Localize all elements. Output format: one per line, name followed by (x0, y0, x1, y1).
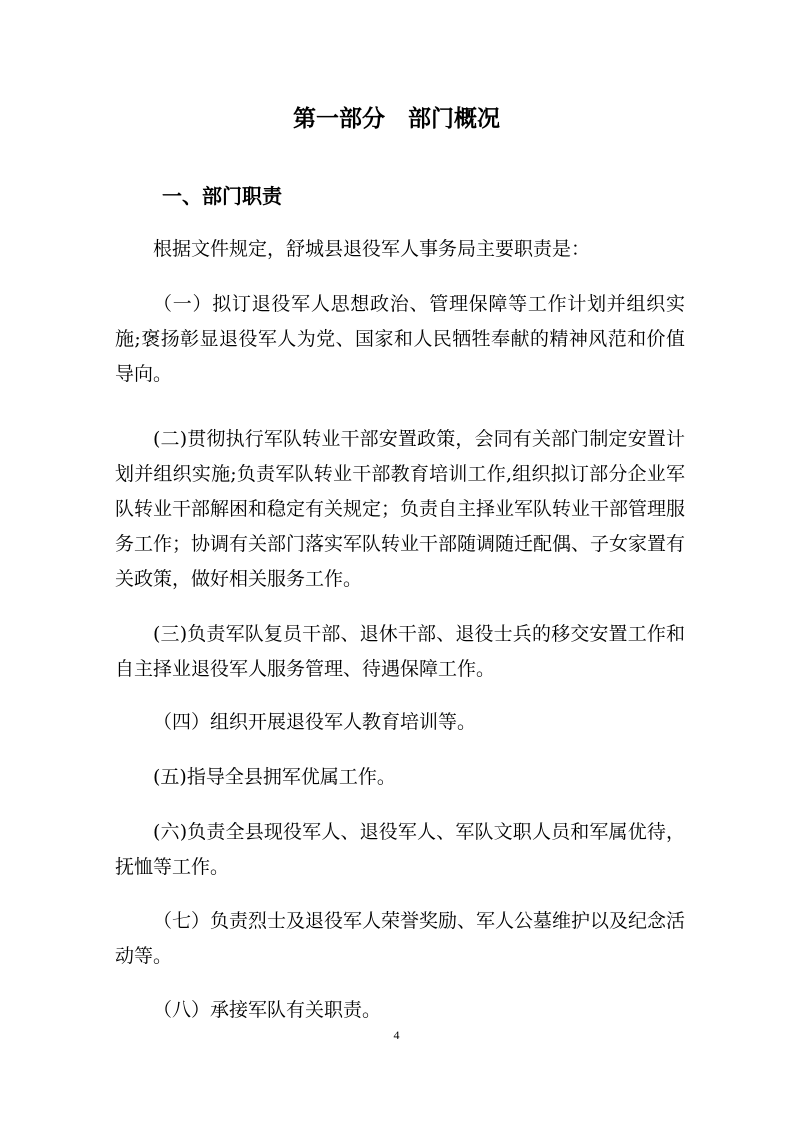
duty-paragraph-4: （四）组织开展退役军人教育培训等。 (153, 711, 477, 733)
duty-paragraph-5: (五)指导全县拥军优属工作。 (153, 766, 396, 788)
page-number: 4 (393, 1028, 400, 1042)
duty-paragraph-7: （七）负责烈士及退役军人荣誉奖励、军人公墓维护以及纪念活动等。 (115, 910, 686, 967)
section-heading: 一、部门职责 (162, 184, 282, 208)
page-title: 第一部分 部门概况 (293, 106, 500, 132)
intro-paragraph: 根据文件规定，舒城县退役军人事务局主要职责是： (153, 238, 591, 260)
duty-paragraph-6: (六)负责全县现役军人、退役军人、军队文职人员和军属优待，抚恤等工作。 (115, 821, 685, 878)
duty-paragraph-8: （八）承接军队有关职责。 (153, 999, 382, 1021)
duty-paragraph-2: (二)贯彻执行军队转业干部安置政策，会同有关部门制定安置计划并组织实施;负责军队转业干部教育培训工作,组织拟订部分企业军队转业干部解困和稳定有关规定；负责自主择业军队转业干部管理服务工作；协调有关部门落实军队转业干部随调随迁配偶、子女家置有关政策，做好相关服务工作。 (115, 428, 686, 590)
duty-paragraph-3: (三)负责军队复员干部、退休干部、退役士兵的移交安置工作和自主择业退役军人服务管理、待遇保障工作。 (115, 623, 685, 680)
duty-paragraph-1: （一）拟订退役军人思想政治、管理保障等工作计划并组织实施;褒扬彰显退役军人为党、国家和人民牺牲奉献的精神风范和价值导向。 (115, 293, 685, 385)
